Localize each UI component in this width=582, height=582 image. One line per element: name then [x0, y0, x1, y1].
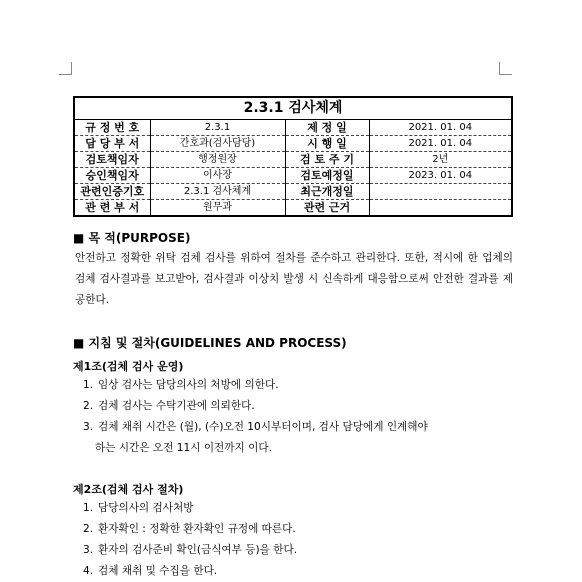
- purpose-paragraph: 안전하고 정확한 위탁 검체 검사를 위하여 절차를 준수하고 관리한다. 또한, 적시에 한 업체의 검체 검사결과를 보고받아, 검사결과 이상치 발생 시 신속하게 대응함으로써 안전한 결과를 제공한다.: [75, 252, 513, 306]
- table-row: [74, 184, 512, 200]
- guidelines-heading: ■ 지침 및 절차(GUIDELINES AND PROCESS): [73, 336, 347, 350]
- table-row: [74, 136, 512, 152]
- table-row: [74, 152, 512, 168]
- table-cell: 규 정 번 호: [74, 120, 150, 136]
- table-cell: 관 련 부 서: [74, 200, 150, 217]
- table-cell: 2.3.1: [150, 120, 285, 136]
- table-cell: 검토예정일: [285, 168, 369, 184]
- list-item: 1. 임상 검사는 담당의사의 처방에 의한다.: [83, 379, 279, 391]
- table-cell: 행정원장: [150, 152, 285, 168]
- purpose-heading: ■ 목 적(PURPOSE): [73, 231, 191, 245]
- table-row: [74, 168, 512, 184]
- article-1-title: 제1조(검체 검사 운영): [73, 360, 184, 373]
- margin-mark-top-right: [499, 62, 512, 75]
- table-cell: 시 행 일: [285, 136, 369, 152]
- list-item: 3. 검체 채취 시간은 (월), (수)오전 10시부터이며, 검사 담당에게 인계해야: [83, 421, 428, 433]
- table-cell: 간호과(검사담당): [150, 136, 285, 152]
- article-2-title: 제2조(검체 검사 절차): [73, 483, 184, 496]
- table-cell: 원무과: [150, 200, 285, 217]
- table-row: [74, 200, 512, 217]
- list-item: 2. 환자확인 : 정확한 환자확인 규정에 따른다.: [83, 523, 296, 535]
- table-cell: 최근개정일: [285, 184, 369, 200]
- table-cell: 2년: [369, 152, 512, 168]
- table-cell: 2021. 01. 04: [369, 120, 512, 136]
- table-cell: 관련인증기호: [74, 184, 150, 200]
- list-item: 1. 담당의사의 검사처방: [83, 502, 194, 514]
- table-cell: 제 정 일: [285, 120, 369, 136]
- table-cell: [369, 200, 512, 217]
- table-cell: 담 당 부 서: [74, 136, 150, 152]
- table-cell: 검토책임자: [74, 152, 150, 168]
- table-row: [74, 120, 512, 136]
- list-item: 2. 검체 검사는 수탁기관에 의뢰한다.: [83, 400, 255, 412]
- table-cell: 관련 근거: [285, 200, 369, 217]
- table-cell: 이사장: [150, 168, 285, 184]
- list-item-continuation: 하는 시간은 오전 11시 이전까지 이다.: [95, 442, 272, 454]
- table-cell: 승인책임자: [74, 168, 150, 184]
- list-item: 3. 환자의 검사준비 확인(금식여부 등)을 한다.: [83, 544, 298, 556]
- table-cell: [369, 184, 512, 200]
- table-cell: 2023. 01. 04: [369, 168, 512, 184]
- table-cell: 2.3.1 검사체계: [150, 184, 285, 200]
- document-title: 2.3.1 검사체계: [74, 97, 512, 120]
- list-item: 4. 검체 채취 및 수집을 한다.: [83, 565, 218, 577]
- table-cell: 검 토 주 기: [285, 152, 369, 168]
- document-info-table: [73, 96, 513, 217]
- margin-mark-top-left: [59, 62, 72, 75]
- table-cell: 2021. 01. 04: [369, 136, 512, 152]
